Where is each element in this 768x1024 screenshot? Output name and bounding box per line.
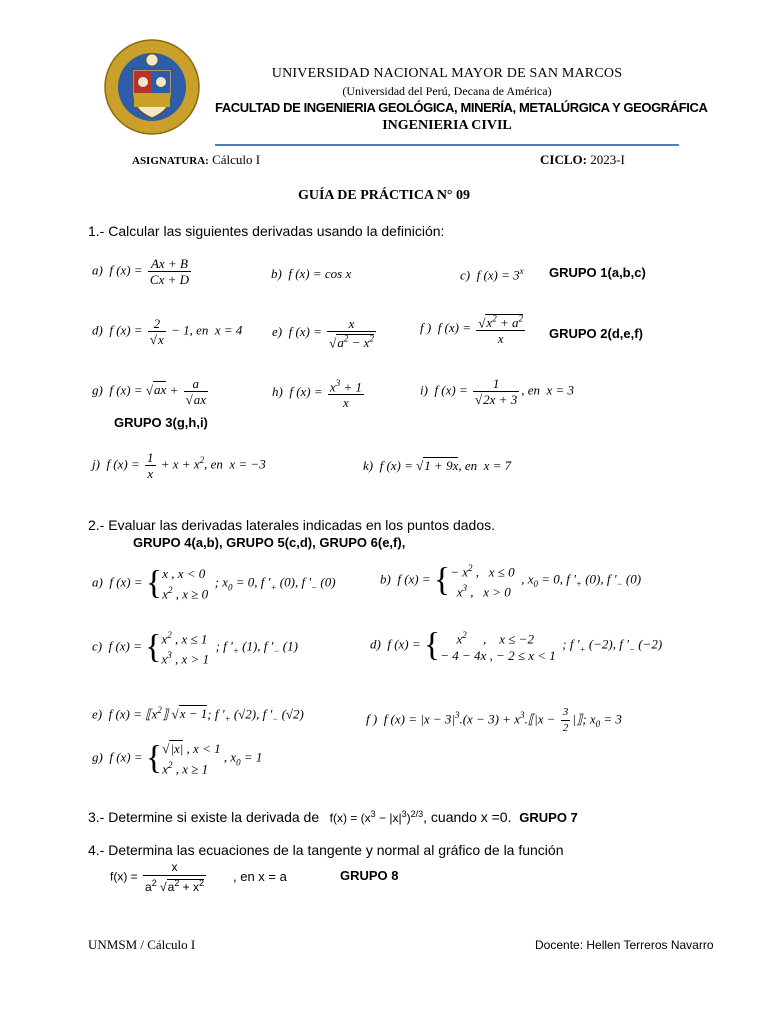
q2-c: c) f $(x) = \{x^2$ , x ≤ 1 $x^3$ , x > 1 ; f '$_+$ (1), f '$_-$ (1) — [92, 628, 298, 667]
faculty-name: FACULTAD DE INGENIERIA GEOLÓGICA, MINERÍA, METALÚRGICA Y GEOGRÁFICA — [215, 100, 708, 115]
q1-group2: GRUPO 2(d,e,f) — [549, 326, 643, 341]
q1-g: g) f (x) = √ax + $\frac{a}{√ax}$ — [92, 376, 207, 407]
q1-e: e) f (x) = $\frac{x}{√a^2 - x^2}$ — [272, 316, 374, 351]
cycle-row — [540, 152, 625, 168]
cycle-label: CICLO: — [540, 152, 587, 167]
cycle-value: 2023-I — [590, 152, 625, 167]
q2-d: d) f (x) = { $x^2$ , x ≤ −2 − 4 − 4x , − 2 ≤ x < 1 ; f '$_+$ (−2), f '$_-$ (−2) — [370, 626, 663, 664]
q1-group1: GRUPO 1(a,b,c) — [549, 265, 646, 280]
footer-left: UNMSM / Cálculo I — [88, 937, 196, 952]
page-title: GUÍA DE PRÁCTICA N° 09 — [297, 188, 471, 203]
q1-b: b) f (x) = cos x — [271, 266, 352, 281]
q3-line: 3.- Determine si existe la derivada de $f(x) = (x^3 - |x|^3)^{2/3}$, cuando x =0. GRUPO 7 — [88, 809, 578, 825]
q1-d: d) f (x) = $\frac{2}{√x}$ − 1, en x = 4 — [92, 316, 243, 347]
course-value: Cálculo I — [212, 152, 261, 167]
university-logo — [103, 38, 201, 136]
q1-h: h) f (x) = $\frac{x^3 + 1}{x}$ — [272, 378, 362, 411]
q1-a: a) f (x) = $\frac{Ax + B}{Cx + D}$ — [92, 256, 190, 287]
school-name: INGENIERIA CIVIL — [382, 118, 512, 133]
q3-text-before: 3.- Determine si existe la derivada de — [88, 809, 320, 825]
q3-group: GRUPO 7 — [519, 810, 578, 825]
q4-function: f(x) = $\frac{x}{a^2 √a^2 + x^2}$ — [110, 860, 205, 894]
university-subtitle: (Universidad del Perú, Decana de América) — [342, 84, 552, 98]
q1-f: f ) f (x) = $\frac{√x^2 + a^2}{x}$ — [420, 314, 523, 347]
q4-condition: , en x = a — [233, 869, 287, 884]
q1-i: i) f (x) = $\frac{1}{√2x + 3}$ , en x = 3 — [420, 376, 575, 407]
q2-f: f ) f $(x) = |x - 3|^3.(x - 3)$ + $x^3.⟦|x$ − $\frac{3}{2}$ |⟧; $x_0 = 3$ — [366, 706, 622, 734]
q1-k: k) f (x) = √1 + 9x, en x = 7 — [363, 458, 512, 473]
header-divider — [215, 144, 679, 146]
q1-j: j) f (x) = $\frac{1}{x}$ + $x + x^2$, en x = −3 — [92, 450, 266, 481]
q2-b: b) f (x) = {− $x^2$ , x ≤ 0 $x^3$ , x > 0 , $x_0 = 0$, f '$_+$ (0), f '$_-$ (0) — [380, 561, 642, 600]
q2-g: g) f (x) = {√|x| , x < 1 $x^2$ , x ≥ 1 , $x_0 = 1$ — [92, 739, 263, 777]
university-name: UNIVERSIDAD NACIONAL MAYOR DE SAN MARCOS — [271, 66, 623, 81]
q1-text: 1.- Calcular las siguientes derivadas usando la definición: — [88, 223, 445, 239]
footer-right: Docente: Hellen Terreros Navarro — [535, 938, 714, 952]
q1-group3: GRUPO 3(g,h,i) — [114, 415, 208, 430]
q2-a: a) f (x) = {x , x < 0 $x^2$ , x ≥ 0 ; $x_0 = 0$, f '$_+$ (0), f '$_-$ (0) — [92, 564, 336, 602]
q2-e: e) f $(x) = ⟦x^2⟧$ √x − 1; f '$_+$ (√2), f '$_-$ (√2) — [92, 705, 304, 724]
q4-text: 4.- Determina las ecuaciones de la tangente y normal al gráfico de la función — [88, 842, 564, 858]
q4-group: GRUPO 8 — [340, 868, 399, 883]
q3-text-after: , cuando x =0. — [423, 809, 512, 825]
q1-c: c) f $(x) = 3^x$ — [460, 266, 524, 283]
course-label: ASIGNATURA: — [132, 155, 209, 167]
q2-groups: GRUPO 4(a,b), GRUPO 5(c,d), GRUPO 6(e,f), — [133, 535, 406, 550]
course-row — [132, 152, 260, 168]
q2-text: 2.- Evaluar las derivadas laterales indicadas en los puntos dados. — [88, 517, 496, 533]
